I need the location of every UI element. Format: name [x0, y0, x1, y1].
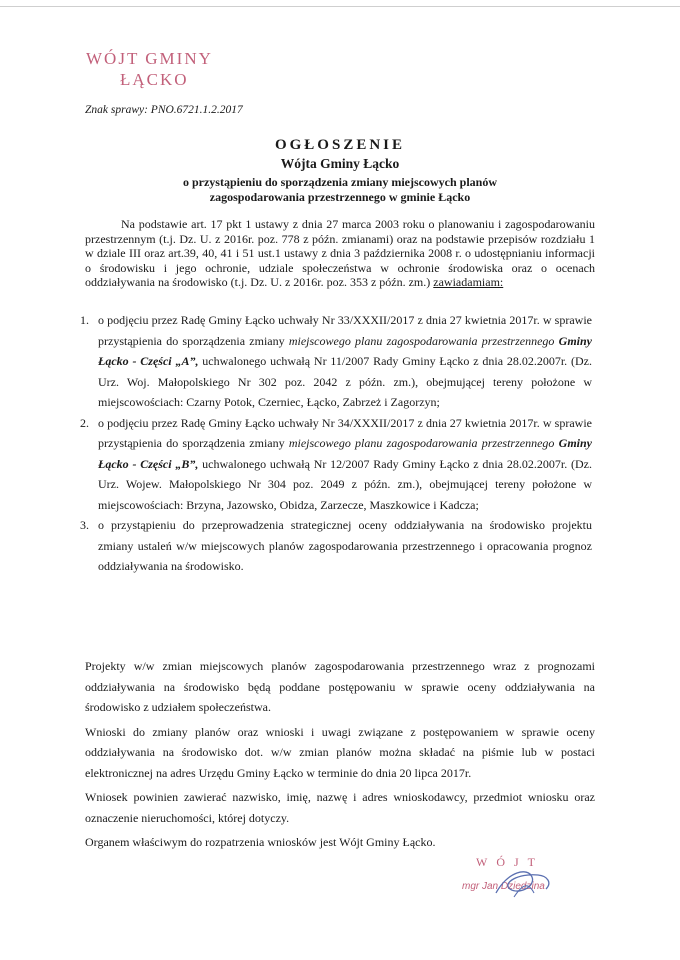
- document-subject-line-1: o przystąpieniu do sporządzenia zmiany miejscowych planów: [182, 175, 497, 189]
- paragraph-authority: Organem właściwym do rozpatrzenia wniosków jest Wójt Gminy Łącko.: [85, 835, 436, 849]
- signature-name: mgr Jan Dziedzina: [462, 881, 545, 892]
- document-subject-line-2: zagospodarowania przestrzennego w gminie Łącko: [209, 190, 471, 204]
- stamp-line-1: WÓJT GMINY: [86, 49, 213, 68]
- list-item-number: 3.: [80, 518, 89, 532]
- case-number: Znak sprawy: PNO.6721.1.2.2017: [85, 104, 243, 116]
- legal-basis-paragraph: [85, 217, 595, 290]
- list-item-bold-italic: Gminy Łącko - Części „A”,: [98, 333, 592, 368]
- resolution-list: [80, 310, 592, 577]
- list-item: [80, 310, 592, 413]
- document-subtitle: Wójta Gminy Łącko: [280, 156, 400, 171]
- list-item-text-end: uchwalonego uchwałą Nr 11/2007 Rady Gminy Łącko z dnia 28.02.2007r. (Dz. Urz. Woj. Małopolskiego Nr 302 poz. 2042 z późn. zm.), obejmującej tereny położone w miejscowościach: Czarny Potok, Czerniec, Łącko, Zabrzeż i Zagorzyn;: [98, 354, 592, 409]
- stamp-line-2: ŁĄCKO: [120, 70, 189, 89]
- notice-keyword: zawiadamiam:: [433, 275, 504, 290]
- list-item-number: 1.: [80, 313, 89, 327]
- paragraph-projects: Projekty w/w zmian miejscowych planów zagospodarowania przestrzennego wraz z prognozami oddziaływania na środowisko będą poddane postępowaniu w sprawie oceny oddziaływania na środowisko z udziałem społeczeństwa.: [85, 659, 595, 714]
- list-item-italic: miejscowego planu zagospodarowania przestrzennego: [288, 333, 559, 348]
- document-title: OGŁOSZENIE: [274, 137, 406, 153]
- legal-basis-text: [85, 217, 595, 290]
- list-item-italic: miejscowego planu zagospodarowania przestrzennego: [288, 436, 559, 450]
- list-item-bold-italic: Gminy Łącko - Części „B”,: [98, 436, 592, 471]
- legal-basis-body: Na podstawie art. 17 pkt 1 ustawy z dnia 27 marca 2003 roku o planowaniu i zagospodarowaniu przestrzennym (t.j. Dz. U. z 2016r. poz. 778 z późn. zmianami) oraz na podstawie przepisów rozdziału 1 w dziale III oraz art.39, 40, 41 i 51 ust.1 ustawy z dnia 3 października 2008 r. o udostępnianiu informacji o środowisku i jego ochronie, udziale społeczeństwa w ochronie środowiska oraz o ocenach oddziaływania na środowisko (t.j. Dz. U. z 2016r. poz. 353 z późn. zm.): [85, 217, 595, 290]
- office-stamp: [86, 48, 213, 90]
- paragraph-requirements: Wniosek powinien zawierać nazwisko, imię, nazwę i adres wnioskodawcy, przedmiot wniosku oraz oznaczenie nieruchomości, której dotyczy.: [85, 790, 595, 825]
- handwritten-signature: [488, 863, 558, 903]
- list-item-text-end: uchwalonego uchwałą Nr 12/2007 Rady Gminy Łącko z dnia 28.02.2007r. (Dz. Urz. Wojew. Małopolskiego Nr 304 poz. 2049 z późn. zm.), obejmującej tereny położone w miejscowościach: Brzyna, Jazowsko, Obidza, Zarzecze, Maszkowice i Kadcza;: [98, 456, 592, 512]
- list-item: [80, 413, 592, 516]
- scan-top-edge: [0, 6, 680, 7]
- list-item: [80, 515, 592, 577]
- list-item-text: o podjęciu przez Radę Gminy Łącko uchwały Nr 34/XXXII/2017 z dnia 27 kwietnia 2017r. w sprawie przystąpienia do sporządzenia zmiany: [98, 415, 592, 450]
- list-item-number: 2.: [80, 415, 89, 430]
- signature-title: WÓJT: [476, 855, 544, 869]
- signature-block: [458, 855, 578, 903]
- list-item-text: o podjęciu przez Radę Gminy Łącko uchwały Nr 33/XXXII/2017 z dnia 27 kwietnia 2017r. w sprawie przystąpienia do sporządzenia zmiany: [98, 313, 592, 348]
- notice-body: [85, 656, 595, 857]
- list-item-text: o przystąpieniu do przeprowadzenia strategicznej oceny oddziaływania na środowisko projektu zmiany ustaleń w/w miejscowych planów zagospodarowania przestrzennego i opracowania prognoz oddziaływania na środowisko.: [98, 518, 592, 573]
- paragraph-submissions: Wnioski do zmiany planów oraz wnioski i uwagi związane z postępowaniem w sprawie oceny oddziaływania na środowisko dot. w/w zmian planów można składać na piśmie lub w postaci elektronicznej na adres Urzędu Gminy Łącko w terminie do dnia 20 lipca 2017r.: [85, 724, 595, 780]
